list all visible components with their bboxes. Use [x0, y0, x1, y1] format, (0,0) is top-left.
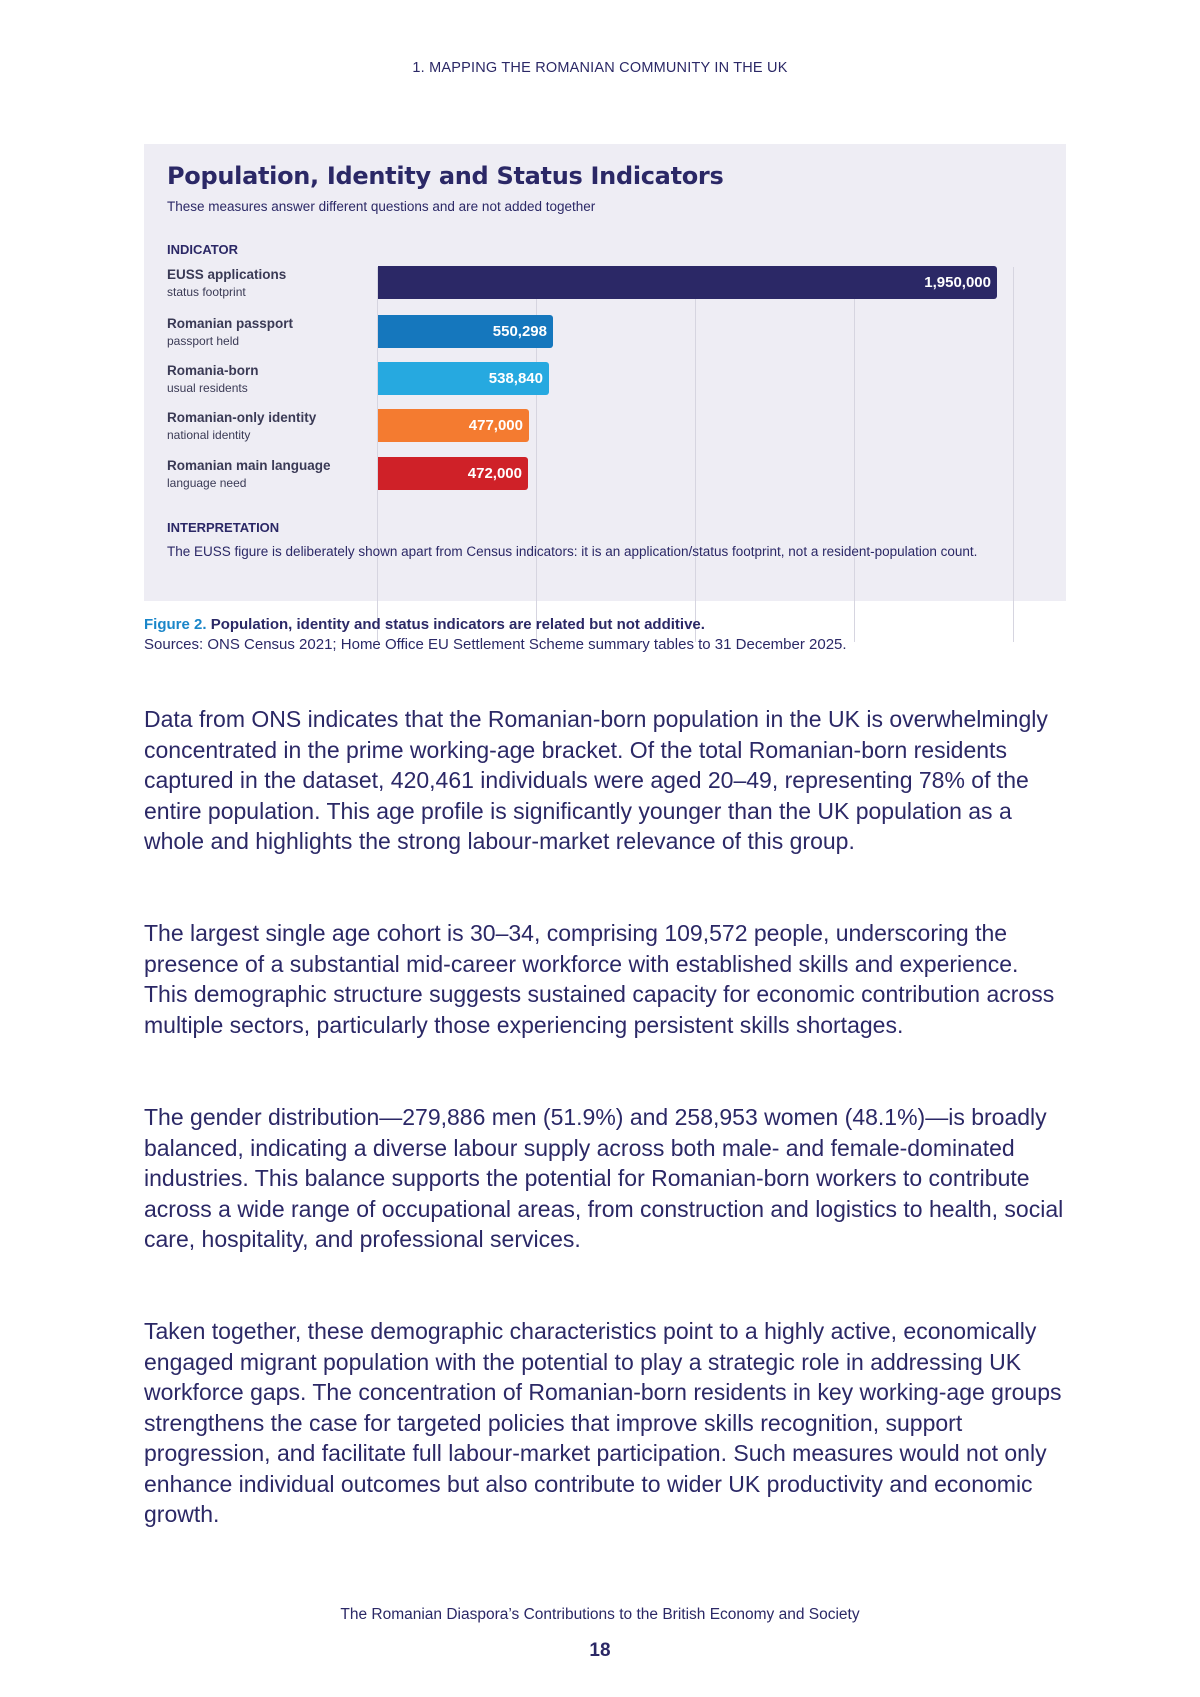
grid-line: [1013, 267, 1014, 642]
category-sublabel: national identity: [167, 428, 251, 442]
figure-panel: [144, 144, 1066, 601]
grid-line: [695, 267, 696, 642]
bar-value-label: 550,298: [492, 323, 547, 340]
category-label: Romanian passport: [167, 316, 294, 331]
bar-value-label: 1,950,000: [924, 274, 991, 291]
bar-value-label: 472,000: [467, 465, 522, 482]
running-header: 1. MAPPING THE ROMANIAN COMMUNITY IN THE UK: [412, 60, 788, 76]
category-sublabel: status footprint: [167, 285, 246, 299]
footer-publication-title: The Romanian Diaspora’s Contributions to the British Economy and Society: [340, 1606, 860, 1623]
category-label: EUSS applications: [167, 267, 287, 282]
figure-caption: [144, 616, 705, 633]
bar-value-label: 538,840: [488, 370, 543, 387]
category-sublabel: usual residents: [167, 381, 248, 395]
page-number: 18: [589, 1640, 611, 1661]
body-paragraph: The gender distribution—279,886 men (51.9%) and 258,953 women (48.1%)—is broadly balanced, indicating a diverse labour supply across both male- and female-dominated industries. This balance supports the potential for Romanian-born workers to contribute across a wide range of occupational areas, from construction and logistics to health, social care, hospitality, and professional services.: [144, 1104, 1064, 1252]
grid-line: [854, 267, 855, 642]
interpretation-text: The EUSS figure is deliberately shown apart from Census indicators: it is an application/status footprint, not a resident-population count.: [167, 544, 978, 559]
figure-caption-text: Population, identity and status indicators are related but not additive.: [210, 616, 705, 633]
category-label: Romania-born: [167, 363, 259, 378]
chart-subtitle: These measures answer different questions and are not added together: [167, 199, 596, 214]
figure-number: Figure 2.: [144, 616, 207, 633]
category-label: Romanian main language: [167, 458, 331, 473]
category-sublabel: language need: [167, 476, 247, 490]
body-paragraph: The largest single age cohort is 30–34, comprising 109,572 people, underscoring the presence of a substantial mid-career workforce with established skills and experience. This demographic structure suggests sustained capacity for economic contribution across multiple sectors, particularly those experiencing persistent skills shortages.: [144, 920, 1055, 1038]
body-paragraph: Data from ONS indicates that the Romanian-born population in the UK is overwhelmingly concentrated in the prime working-age bracket. Of the total Romanian-born residents captured in the dataset, 420,461 individuals were aged 20–49, representing 78% of the entire population. This age profile is significantly younger than the UK population as a whole and highlights the strong labour-market relevance of this group.: [144, 706, 1048, 854]
chart-title: Population, Identity and Status Indicators: [167, 162, 724, 190]
indicator-label: INDICATOR: [167, 242, 239, 257]
category-label: Romanian-only identity: [167, 410, 317, 425]
bar-value-label: 477,000: [468, 417, 523, 434]
category-sublabel: passport held: [167, 334, 240, 348]
body-paragraph: Taken together, these demographic characteristics point to a highly active, economically engaged migrant population with the potential to play a strategic role in addressing UK workforce gaps. The concentration of Romanian-born residents in key working-age groups strengthens the case for targeted policies that improve skills recognition, support progression, and facilitate full labour-market participation. Such measures would not only enhance individual outcomes but also contribute to wider UK productivity and economic growth.: [144, 1318, 1062, 1527]
interpretation-label: INTERPRETATION: [167, 520, 280, 535]
figure-sources: Sources: ONS Census 2021; Home Office EU Settlement Scheme summary tables to 31 December 2025.: [144, 636, 847, 653]
